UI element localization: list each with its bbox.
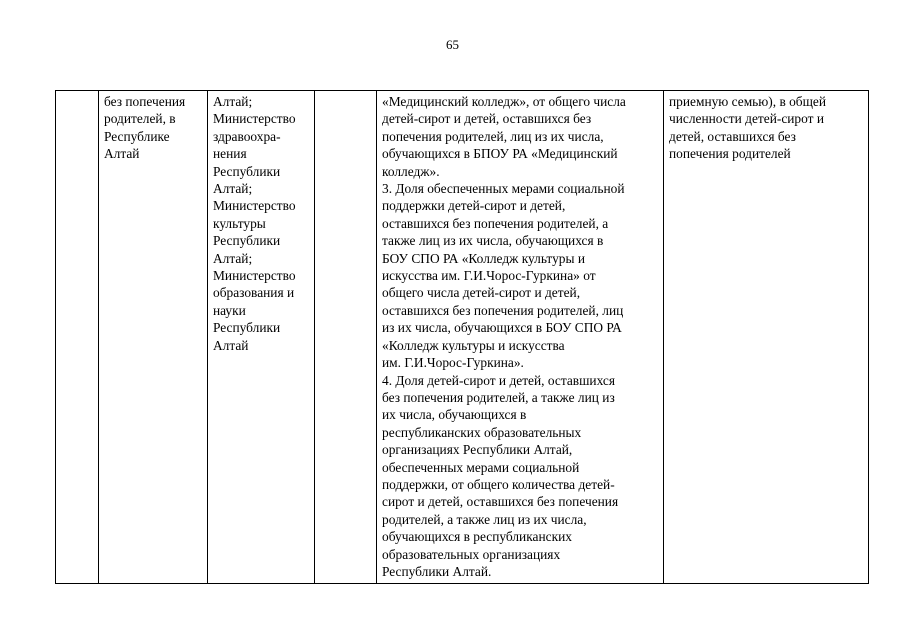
cell-text-line: Алтай; (213, 181, 253, 197)
cell-text-line: обеспеченных мерами социальной (382, 459, 580, 475)
cell-text-line: без попечения (104, 94, 186, 109)
cell-text-line: попечения родителей (669, 146, 791, 162)
cell-text-line: науки (213, 302, 246, 318)
cell-text-line: 3. Доля обеспеченных мерами социальной (382, 181, 625, 197)
cell-text-line: поддержки детей-сирот и детей, (382, 198, 566, 214)
cell-text-line: «Колледж культуры и искусства (382, 337, 565, 353)
cell-text-line: образования и (213, 285, 295, 301)
cell-text-line: численности детей-сирот и (669, 111, 825, 127)
cell-text-line: Министерство (213, 268, 296, 284)
cell-text-line: приемную семью), в общей (669, 94, 827, 109)
cell-text-line: их числа, обучающихся в (382, 407, 527, 423)
cell-text-line: колледж». (382, 163, 440, 179)
table-cell-empty (315, 91, 377, 584)
cell-text-line: оставшихся без попечения родителей, лиц (382, 302, 624, 318)
cell-text-line: Республике (104, 128, 170, 144)
cell-text-line: Республики (213, 163, 281, 179)
cell-text-line: Алтай (104, 146, 140, 162)
cell-text-line: общего числа детей-сирот и детей, (382, 285, 581, 301)
cell-text-line: здравоохра- (213, 128, 281, 144)
cell-text-line: также лиц из их числа, обучающихся в (382, 233, 604, 249)
cell-text-line: попечения родителей, лиц из их числа, (382, 128, 604, 144)
cell-text-line: Республики (213, 320, 281, 336)
cell-text-line: из их числа, обучающихся в БОУ СПО РА (382, 320, 622, 336)
cell-text-line: Алтай; (213, 94, 253, 109)
cell-text-line: детей, оставшихся без (669, 128, 796, 144)
cell-text-line: «Медицинский колледж», от общего числа (382, 94, 626, 109)
cell-text-line: организациях Республики Алтай, (382, 442, 573, 458)
cell-text-line: Республики (213, 233, 281, 249)
cell-text-line: детей-сирот и детей, оставшихся без (382, 111, 592, 127)
table-cell-result (664, 91, 869, 584)
cell-text-line: обучающихся в республиканских (382, 529, 572, 545)
cell-text-line: Министерство (213, 198, 296, 214)
cell-text-line: родителей, в (104, 111, 176, 127)
cell-text-line: поддержки, от общего количества детей- (382, 476, 615, 492)
document-table (55, 90, 869, 584)
table-cell-number (56, 91, 99, 584)
cell-text-line: без попечения родителей, а также лиц из (382, 389, 615, 405)
table-cell-category (99, 91, 208, 584)
cell-text-line: 4. Доля детей-сирот и детей, оставшихся (382, 372, 616, 388)
cell-text-line: образовательных организациях (382, 546, 561, 562)
cell-text-line: родителей, а также лиц из их числа, (382, 511, 587, 527)
cell-text-line: нения (213, 146, 247, 162)
cell-text-line: Алтай; (213, 250, 253, 266)
table-cell-responsible (208, 91, 315, 584)
cell-text-line: Алтай (213, 337, 249, 353)
page-number: 65 (446, 37, 459, 52)
cell-text-line: сирот и детей, оставшихся без попечения (382, 494, 619, 510)
cell-text-line: республиканских образовательных (382, 424, 582, 440)
cell-text-line: им. Г.И.Чорос-Гуркина». (382, 355, 524, 371)
cell-text-line: БОУ СПО РА «Колледж культуры и (382, 250, 586, 266)
cell-text-line: оставшихся без попечения родителей, а (382, 215, 609, 231)
cell-text-line: искусства им. Г.И.Чорос-Гуркина» от (382, 268, 596, 284)
table-row (56, 91, 869, 584)
cell-text-line: обучающихся в БПОУ РА «Медицинский (382, 146, 618, 162)
cell-text-line: Министерство (213, 111, 296, 127)
table-cell-indicators (377, 91, 664, 584)
cell-text-line: культуры (213, 215, 266, 231)
cell-text-line: Республики Алтай. (382, 563, 492, 579)
